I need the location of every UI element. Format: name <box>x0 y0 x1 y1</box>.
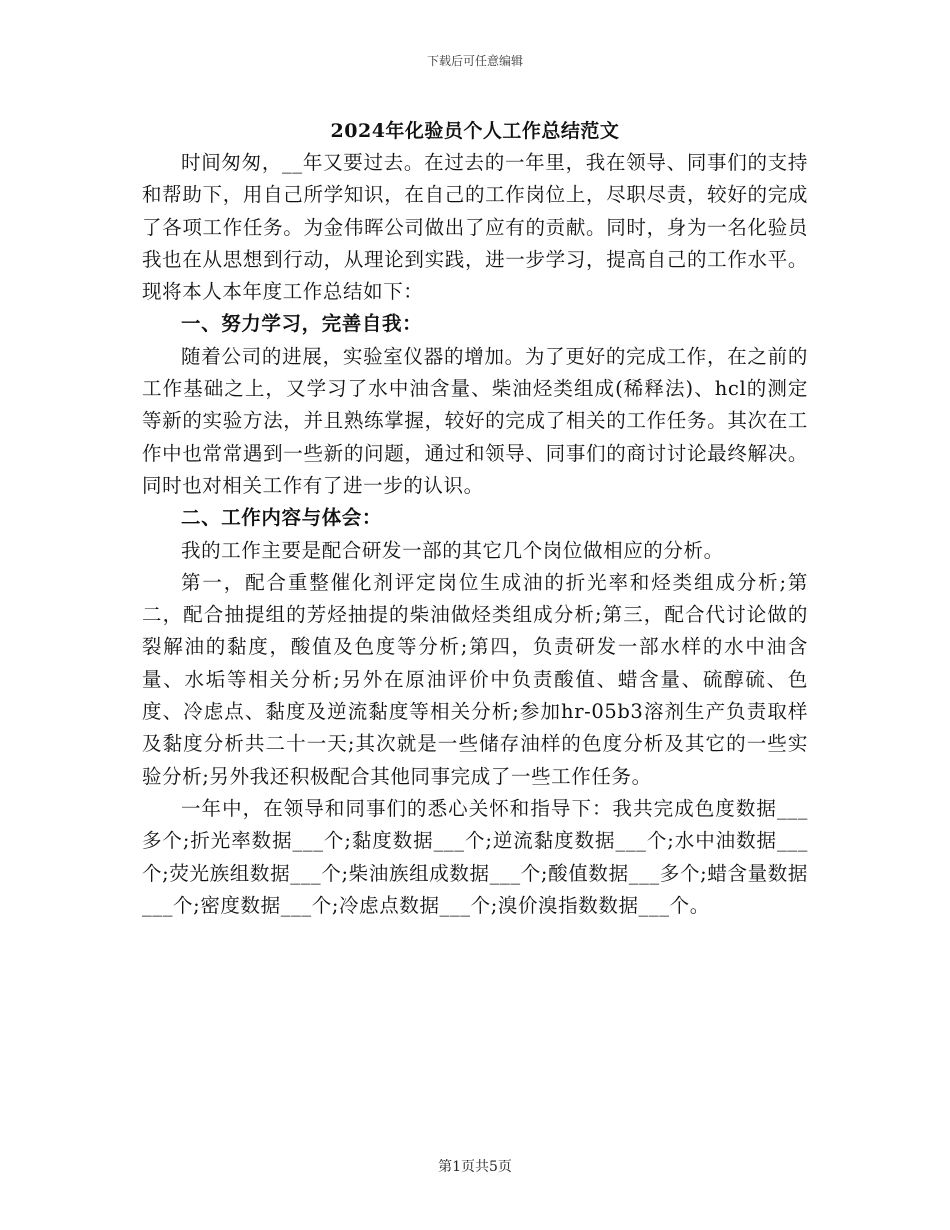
section-heading-1: 一、努力学习，完善自我： <box>181 312 423 336</box>
page-header: 下载后可任意编辑 <box>426 54 523 68</box>
section-1-paragraph: 随着公司的进展，实验室仪器的增加。为了更好的完成工作，在之前的工作基础之上，又学习了水中油含量、柴油烃类组成(稀释法)、hcl的测定等新的实验方法，并且熟练掌握，较好的完成了相关的工作任务。其次在工作中也常常遇到一些新的问题，通过和领导、同事们的商讨讨论最终解决。同时也对相关工作有了进一步的认识。 <box>142 344 808 497</box>
section-2-paragraph-2: 第一，配合重整催化剂评定岗位生成油的折光率和烃类组成分析;第二，配合抽提组的芳烃抽提的柴油做烃类组成分析;第三，配合代讨论做的裂解油的黏度，酸值及色度等分析;第四，负责研发一部水样的水中油含量、水垢等相关分析;另外在原油评价中负责酸值、蜡含量、硫醇硫、色度、冷虑点、黏度及逆流黏度等相关分析;参加hr-05b3溶剂生产负责取样及黏度分析共二十一天;其次就是一些储存油样的色度分析及其它的一些实验分析;另外我还积极配合其他同事完成了一些工作任务。 <box>142 570 808 788</box>
document-body <box>142 147 808 922</box>
section-2-paragraph-3: 一年中，在领导和同事们的悉心关怀和指导下：我共完成色度数据___多个;折光率数据___个;黏度数据___个;逆流黏度数据___个;水中油数据___个;荧光族组数据___个;柴油族组成数据___个;酸值数据___多个;蜡含量数据___个;密度数据___个;冷虑点数据___个;溴价溴指数数据___个。 <box>142 796 808 917</box>
section-heading-2: 二、工作内容与体会： <box>181 506 383 530</box>
document-title: 2024年化验员个人工作总结范文 <box>330 120 620 142</box>
intro-paragraph: 时间匆匆，__年又要过去。在过去的一年里，我在领导、同事们的支持和帮助下，用自己所学知识，在自己的工作岗位上，尽职尽责，较好的完成了各项工作任务。为金伟晖公司做出了应有的贡献。同时，身为一名化验员我也在从思想到行动，从理论到实践，进一步学习，提高自己的工作水平。现将本人本年度工作总结如下： <box>142 151 808 304</box>
page-footer: 第1页共5页 <box>438 1159 512 1175</box>
section-2-paragraph-1: 我的工作主要是配合研发一部的其它几个岗位做相应的分析。 <box>181 538 724 562</box>
